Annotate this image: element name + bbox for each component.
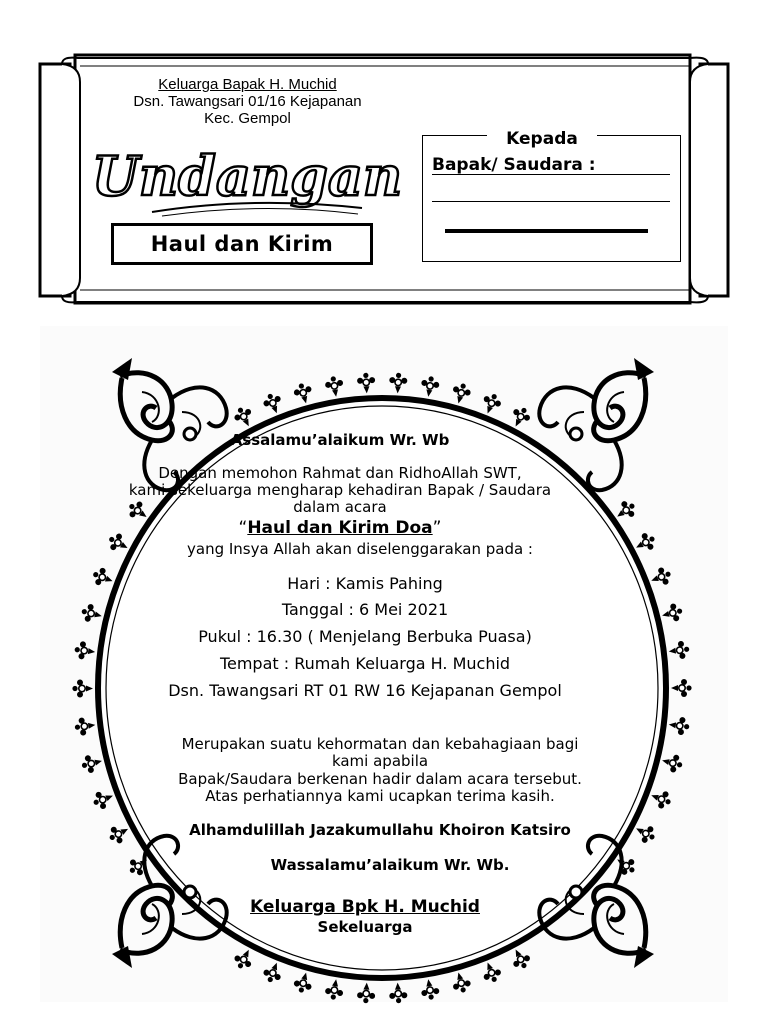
schedule-intro: yang Insya Allah akan diselenggarakan pada : (187, 540, 533, 558)
ornament-flower (357, 982, 376, 1004)
intro-line-1: Dengan memohon Rahmat dan RidhoAllah SWT, (158, 464, 522, 482)
recipient-line-2 (432, 201, 670, 202)
recipient-line-1 (432, 174, 670, 175)
ornament-flower (261, 391, 285, 417)
ornament-flower (292, 970, 315, 995)
ornament-flower (671, 679, 692, 697)
ornament-flower (324, 978, 345, 1001)
event-name-box: Haul dan Kirim (111, 223, 373, 265)
schedule-date: Tanggal : 6 Mei 2021 (281, 600, 449, 619)
quote-close: ” (432, 518, 442, 538)
schedule-time: Pukul : 16.30 ( Menjelang Berbuka Puasa) (198, 627, 532, 646)
event-title-line (90, 518, 590, 538)
quote-open: “ (238, 518, 248, 538)
intro-line-2: kami sekeluarga mengharap kehadiran Bapak / Saudara (128, 481, 552, 499)
closing-line-3: Bapak/Saudara berkenan hadir dalam acara tersebut. (178, 770, 582, 788)
ornament-flower (648, 787, 674, 811)
schedule-place: Tempat : Rumah Keluarga H. Muchid (219, 654, 511, 673)
ornament-flower (668, 716, 691, 736)
ornament-flower (74, 716, 97, 736)
recipient-heading: Kepada (487, 129, 597, 149)
ornament-flower (389, 372, 408, 394)
farewell: Wassalamu’alaikum Wr. Wb. (270, 856, 510, 874)
ornament-flower (292, 381, 315, 406)
ornament-flower (80, 752, 104, 775)
doa-line: Alhamdulillah Jazakumullahu Khoiron Katsiro (189, 821, 571, 839)
ornament-flower (450, 381, 473, 406)
closing-line-4: Atas perhatiannya kami ucapkan terima kasih. (205, 787, 555, 805)
signature: Keluarga Bpk H. Muchid (250, 897, 480, 917)
sender-address (95, 76, 400, 127)
title-script-text: Undangan (91, 144, 403, 208)
ornament-flower (479, 959, 503, 985)
sender-name: Keluarga Bapak H. Muchid (158, 76, 337, 93)
ornament-flower (90, 565, 116, 589)
closing-line-1: Merupakan suatu kehormatan dan kebahagiaan bagi (181, 735, 579, 753)
closing-line-2: kami apabila (331, 752, 429, 770)
recipient-line-3 (445, 229, 648, 233)
event-title: Haul dan Kirim Doa (247, 518, 433, 538)
undangan-script-title (91, 140, 403, 220)
ornament-flower (479, 391, 503, 417)
signature-sub: Sekeluarga (317, 918, 413, 936)
sender-street: Dsn. Tawangsari 01/16 Kejapanan (133, 93, 362, 110)
ornament-flower (324, 375, 345, 398)
recipient-label: Bapak/ Saudara : (432, 155, 596, 175)
ornament-flower (357, 372, 376, 394)
ornament-flower (648, 565, 674, 589)
greeting: Assalamu’alaikum Wr. Wb (230, 431, 450, 449)
ornament-flower (668, 640, 691, 660)
ornament-flower (389, 982, 408, 1004)
ornament-flower (450, 970, 473, 995)
sender-district: Kec. Gempol (204, 110, 291, 127)
ornament-flower (419, 978, 440, 1001)
ornament-flower (660, 752, 684, 775)
schedule-address: Dsn. Tawangsari RT 01 RW 16 Kejapanan Gempol (168, 681, 562, 700)
ornament-flower (660, 602, 684, 625)
ornament-flower (80, 602, 104, 624)
intro-line-3: dalam acara (293, 498, 387, 516)
ornament-flower (74, 640, 97, 660)
ornament-flower (90, 787, 116, 811)
ornament-flower (72, 679, 93, 697)
ornament-flower (261, 959, 285, 985)
schedule-day: Hari : Kamis Pahing (287, 574, 443, 593)
ornament-flower (419, 375, 440, 398)
